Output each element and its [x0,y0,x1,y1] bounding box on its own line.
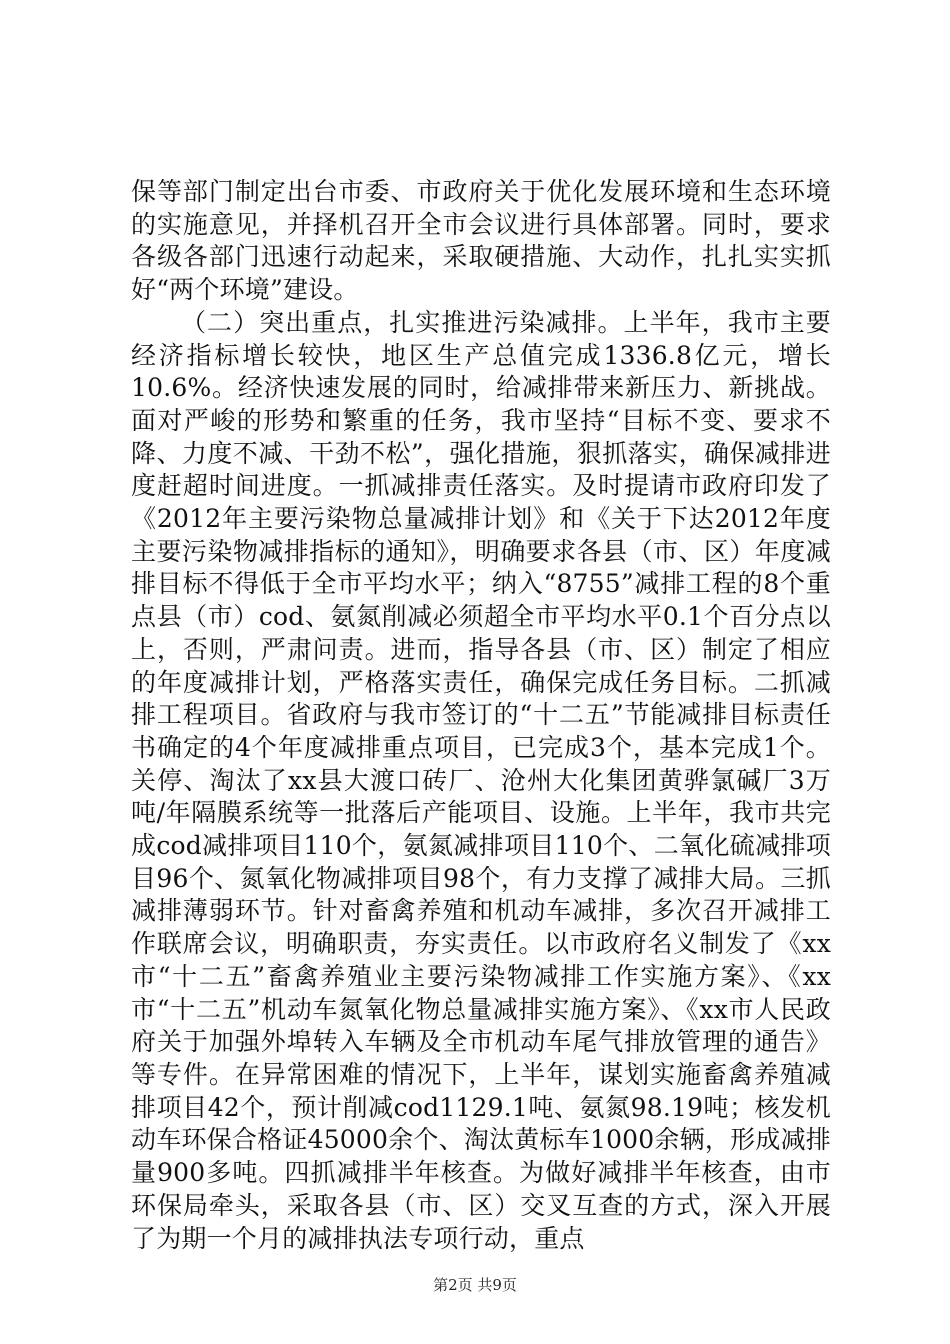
page-number-footer: 第2页 共9页 [433,1276,517,1294]
paragraph-continuation: 保等部门制定出台市委、市政府关于优化发展环境和生态环境的实施意见，并择机召开全市会议进行具体部署。同时，要求各级各部门迅速行动起来，采取硬措施、大动作，扎扎实实抓好“两个环境”建设。 [131,177,831,305]
paragraph-pollution-reduction: （二）突出重点，扎实推进污染减排。上半年，我市主要经济指标增长较快，地区生产总值完成1336.8亿元，增长10.6%。经济快速发展的同时，给减排带来新压力、新挑战。面对严峻的形势和繁重的任务，我市坚持“目标不变、要求不降、力度不减、干劲不松”，强化措施，狠抓落实，确保减排进度赶超时间进度。一抓减排责任落实。及时提请市政府印发了《2012年主要污染物总量减排计划》和《关于下达2012年度主要污染物减排指标的通知》，明确要求各县（市、区）年度减排目标不得低于全市平均水平；纳入“8755”减排工程的8个重点县（市）cod、氨氮削减必须超全市平均水平0.1个百分点以上，否则，严肃问责。进而，指导各县（市、区）制定了相应的年度减排计划，严格落实责任，确保完成任务目标。二抓减排工程项目。省政府与我市签订的“十二五”节能减排目标责任书确定的4个年度减排重点项目，已完成3个，基本完成1个。关停、淘汰了xx县大渡口砖厂、沧州大化集团黄骅氯碱厂3万吨/年隔膜系统等一批落后产能项目、设施。上半年，我市共完成cod减排项目110个，氨氮减排项目110个、二氧化硫减排项目96个、氮氧化物减排项目98个，有力支撑了减排大局。三抓减排薄弱环节。针对畜禽养殖和机动车减排，多次召开减排工作联席会议，明确职责，夯实责任。以市政府名义制发了《xx市“十二五”畜禽养殖业主要污染物减排工作实施方案》、《xx市“十二五”机动车氮氧化物总量减排实施方案》、《xx市人民政府关于加强外埠转入车辆及全市机动车尾气排放管理的通告》等专件。在异常困难的情况下，上半年，谋划实施畜禽养殖减排项目42个，预计削减cod1129.1吨、氨氮98.19吨；核发机动车环保合格证45000余个、淘汰黄标车1000余辆，形成减排量900多吨。四抓减排半年核查。为做好减排半年核查，由市环保局牵头，采取各县（市、区）交叉互查的方式，深入开展了为期一个月的减排执法专项行动，重点 [131,307,831,1253]
document-body [131,176,831,1255]
